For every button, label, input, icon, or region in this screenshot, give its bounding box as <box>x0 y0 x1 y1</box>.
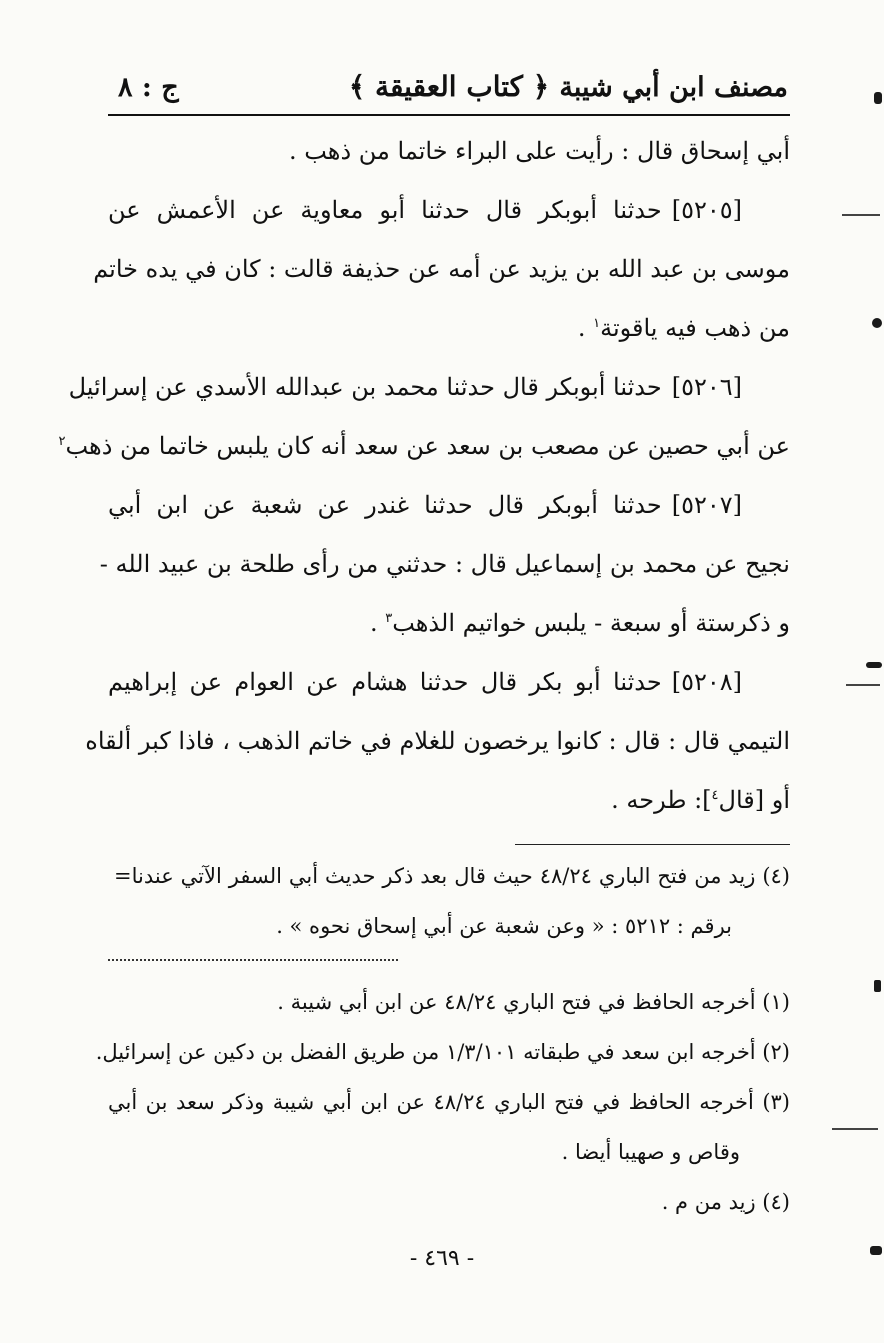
header-chapter-title: ﴿ كتاب العقيقة ﴾ <box>348 70 550 103</box>
text-line: أو [قال$^٤$]: طرحه . <box>611 786 790 814</box>
hadith-5208: [٥٢٠٨]حدثنا أبو بكر قال حدثنا هشام عن العوام عن إبراهيم <box>108 668 742 696</box>
footnote-ref: ٢ <box>58 434 66 449</box>
scan-mark <box>872 318 882 328</box>
hadith-number: [٥٢٠٦] <box>671 373 742 401</box>
footnote-wavy-separator <box>108 959 398 961</box>
footnote-3: (٣) أخرجه الحافظ في فتح الباري ٤٨/٢٤ عن ابن أبي شيبة وذكر سعد بن أبي <box>108 1090 790 1114</box>
scan-mark <box>866 662 882 668</box>
footnote-ref: ١ <box>593 316 601 331</box>
scan-mark <box>874 92 882 104</box>
hadith-number: [٥٢٠٥] <box>671 196 742 224</box>
text-line: عن أبي حصين عن مصعب بن سعد عن سعد أنه كان يلبس خاتما من ذهب$^٢$ <box>58 432 790 460</box>
text-line: موسى بن عبد الله بن يزيد عن أمه عن حذيفة قالت : كان في يده خاتم <box>93 255 790 283</box>
footnote-line: (٤) زيد من فتح الباري ٤٨/٢٤ حيث قال بعد ذكر حديث أبي السفر الآتي عندنا= <box>114 864 790 888</box>
text-line: و ذكرستة أو سبعة - يلبس خواتيم الذهب$^٣$ . <box>369 609 790 637</box>
page-header <box>108 58 790 116</box>
continued-footnote <box>108 851 790 951</box>
footnote-ref: ٣ <box>385 611 393 626</box>
footnotes <box>95 977 790 1227</box>
hadith-5207: [٥٢٠٧]حدثنا أبوبكر قال حدثنا غندر عن شعبة عن ابن أبي <box>108 491 742 519</box>
text-line: التيمي قال : قال : كانوا يرخصون للغلام في خاتم الذهب ، فاذا كبر ألقاه <box>85 727 790 755</box>
footnote-separator <box>515 844 790 845</box>
hadith-5205: [٥٢٠٥]حدثنا أبوبكر قال حدثنا أبو معاوية عن الأعمش عن <box>108 196 742 224</box>
hadith-5206: [٥٢٠٦]حدثنا أبوبكر قال حدثنا محمد بن عبدالله الأسدي عن إسرائيل <box>68 373 742 401</box>
footnote-4: (٤) زيد من م . <box>661 1190 790 1214</box>
footnote-1: (١) أخرجه الحافظ في فتح الباري ٤٨/٢٤ عن ابن أبي شيبة . <box>277 990 790 1014</box>
scan-line <box>842 214 880 216</box>
header-book-title: مصنف ابن أبي شيبة <box>559 72 788 103</box>
footnote-ref: ٤ <box>711 788 719 803</box>
main-text <box>58 122 790 830</box>
header-volume: ج : ٨ <box>118 72 179 103</box>
scan-mark <box>870 1246 882 1255</box>
text-line: أبي إسحاق قال : رأيت على البراء خاتما من ذهب . <box>288 137 790 165</box>
footnote-3-continued: وقاص و صهيبا أيضا . <box>561 1140 740 1164</box>
footnote-2: (٢) أخرجه ابن سعد في طبقاته ١/٣/١٠١ من طريق الفضل بن دكين عن إسرائيل. <box>95 1040 790 1064</box>
footnote-line: برقم : ٥٢١٢ : « وعن شعبة عن أبي إسحاق نحوه » . <box>276 914 732 938</box>
hadith-number: [٥٢٠٨] <box>671 668 742 696</box>
scan-line <box>846 684 880 686</box>
hadith-number: [٥٢٠٧] <box>671 491 742 519</box>
document-page <box>58 58 790 1227</box>
text-line: من ذهب فيه ياقوتة$^١$ . <box>577 314 790 342</box>
page-number: - ٤٦٩ - <box>409 1246 475 1271</box>
scan-mark <box>874 980 881 992</box>
text-line: نجيح عن محمد بن إسماعيل قال : حدثني من رأى طلحة بن عبيد الله - <box>99 550 790 578</box>
scan-line <box>832 1128 878 1130</box>
continuation-marker: = <box>114 864 132 888</box>
